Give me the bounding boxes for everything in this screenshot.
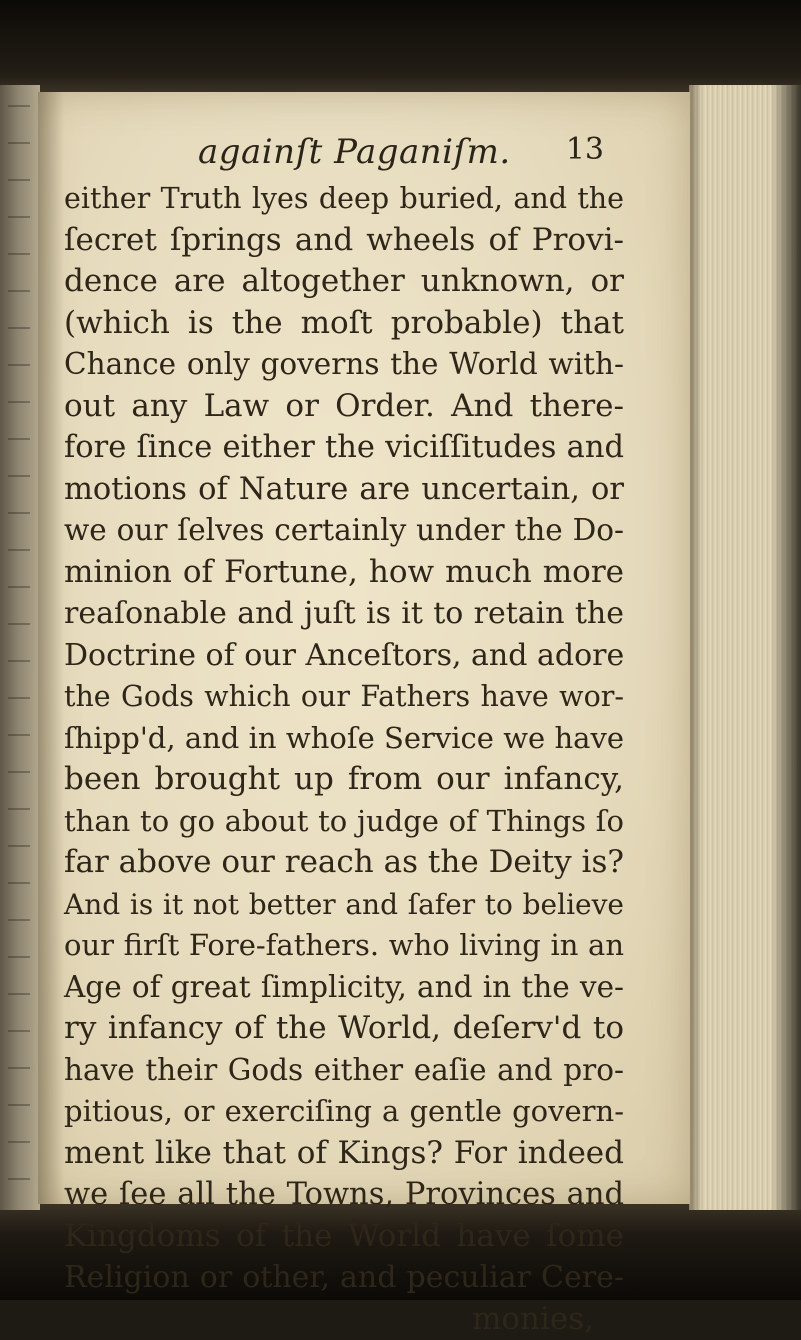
catchword: monies, [64,1299,624,1340]
binding-edge [0,85,40,1210]
text-line: minion of Fortune, how much more [64,552,624,594]
text-line: ſhipp'd, and in whoſe Service we have [64,718,624,760]
body-text [64,178,624,1340]
text-line: (which is the moſt probable) that [64,303,624,345]
running-title: againſt Paganiſm. [198,132,511,172]
text-line: far above our reach as the Deity is? [64,842,624,884]
page-number: 13 [566,132,604,167]
text-line: Religion or other, and peculiar Cere- [64,1257,624,1299]
text-line: ment like that of Kings? For indeed [64,1133,624,1175]
text-line: been brought up from our infancy, [64,759,624,801]
text-line: ry infancy of the World, deſerv'd to [64,1008,624,1050]
text-line: Kingdoms of the World have ſome [64,1216,624,1258]
running-head [38,132,690,172]
text-line: the Gods which our Fathers have wor- [64,676,624,718]
text-line: our firſt Fore-fathers. who living in an [64,925,624,967]
text-line: Doctrine of our Anceſtors, and adore [64,635,624,677]
text-line: pitious, or exerciſing a gentle govern- [64,1091,624,1133]
page-block-edges [689,85,801,1210]
text-line: motions of Nature are uncertain, or [64,469,624,511]
text-line: ſecret ſprings and wheels of Provi- [64,220,624,262]
text-line: out any Law or Order. And there- [64,386,624,428]
text-line: than to go about to judge of Things ſo [64,801,624,843]
text-line: have their Gods either eaſie and pro- [64,1050,624,1092]
text-line: Age of great ſimplicity, and in the ve- [64,967,624,1009]
text-line: we ſee all the Towns, Provinces and [64,1174,624,1216]
text-line: we our ſelves certainly under the Do- [64,510,624,552]
text-line: dence are altogether unknown, or [64,261,624,303]
book-page [38,92,690,1204]
text-line: fore ſince either the viciſſitudes and [64,427,624,469]
text-line: Chance only governs the World with- [64,344,624,386]
text-line: And is it not better and ſafer to believe [64,884,624,926]
text-line: either Truth lyes deep buried, and the [64,178,624,220]
background-top [0,0,801,92]
text-line: reaſonable and juſt is it to retain the [64,593,624,635]
